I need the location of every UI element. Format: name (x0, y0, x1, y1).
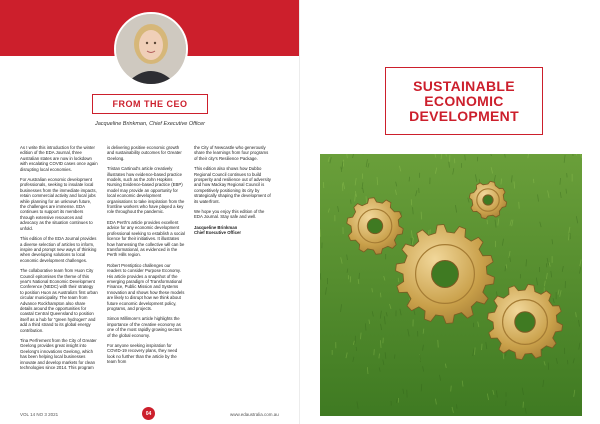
right-page (300, 0, 600, 424)
section-label-box (92, 94, 208, 114)
paragraph: Robert Prentiptico challenges our readers to consider Purpose Economy. His article provides a snapshot of the emerging paradigm of Transformational Finance, Public Mission and Systems Innovation and shows how these models are likely to disrupt how we think about future economic development policy, programs, and projects. (107, 262, 185, 311)
article-column-2 (107, 145, 185, 370)
article-column-3 (194, 145, 272, 241)
title-line: ECONOMIC (424, 92, 504, 109)
section-label: FROM THE CEO (112, 99, 188, 109)
signoff: Jacqueline Brinkman Chief Executive Officer (194, 224, 242, 236)
paragraph: For anyone seeking inspiration for COVID-19 recovery plans, they need look no further than the article by the team from (107, 343, 178, 365)
website-link[interactable]: www.edaustralia.com.au (230, 412, 279, 417)
paragraph: We hope you enjoy this edition of the EDA Journal. Stay safe and well. (194, 209, 265, 220)
gears-on-grass-icon (320, 154, 582, 416)
page-number: 04 (145, 410, 152, 417)
paragraph: For Australian economic development professionals, seeking to insulate local businesses from the immediate impacts, retain commercial activity and local jobs while planning for an unknown future, the challenges are immense. EDA continues to support its members through extensive resources and advocacy as the situation continues to unfold. (20, 177, 97, 231)
byline: Jacqueline Brinkman, Chief Executive Officer (94, 121, 206, 127)
paragraph: is delivering positive economic growth and sustainability outcomes for Greater Geelong. (107, 145, 182, 161)
title-line: DEVELOPMENT (409, 107, 519, 124)
paragraph: This edition of the EDA Journal provides a diverse selection of articles to inform, inspire and prompt new ways of thinking when developing solutions to local economic development challenges. (20, 236, 97, 263)
paragraph: EDA Perth's article provides excellent advice for any economic development professional seeking to establish a social licence for their initiatives. It illustrates how harnessing the collective will can be transformational, as evidenced in the Perth Hills region. (107, 219, 185, 258)
paragraph: Tristan Cartinod's article creatively illustrates how evidence-based practice models, such as the John Hopkins Nursing Evidence-based practice (EBP) model may provide an opportunity for local economic development organisations to take inspiration from the frontline workers who have played a key role throughout the pandemic. (107, 166, 185, 215)
paragraph: Simon Millimore's article highlights the importance of the creative economy as one of the most rapidly growing sectors of the global economy. (107, 316, 182, 338)
paragraph: As I write this introduction for the winter edition of the EDA Journal, three Australian states are now in lockdown with escalating COVID cases once again disrupting local economies. (20, 145, 98, 172)
paragraph: Tina Perfrement from the City of Greater Geelong provides great insight into Geelong's innovations Geelong, which has been helping local businesses innovate and develop markets for clean technologies since 2014. This program (20, 338, 97, 371)
article-column-1 (20, 145, 98, 375)
paragraph: the City of Newcastle who generously share the learnings from four programs of their city's Resilience Package. (194, 145, 269, 161)
issue-info: VOL 14 NO 3 2021 (20, 412, 59, 417)
ceo-portrait-photo (114, 12, 188, 86)
title-box (385, 67, 543, 135)
page-number-badge (142, 407, 155, 420)
paragraph: The collaborative team from Huon City Council epitomises the theme of this year's National Economic Development Conference (NEDC) with their strategy to position Huon as Australia's first urban circular municipality. The team from Advance Rockhampton also share details around the opportunities for coastal Central Queensland to position itself as a hub for "green hydrogen" and add a third strand to its global energy contribution. (20, 268, 98, 333)
paragraph: This edition also shows how Dubbo Regional Council continues to build prosperity and resilience out of adversity and how Mackay Regional Council is competitively positioning its city by strategically shaping the development of its waterfront. (194, 166, 271, 204)
title-line: SUSTAINABLE (413, 77, 515, 94)
